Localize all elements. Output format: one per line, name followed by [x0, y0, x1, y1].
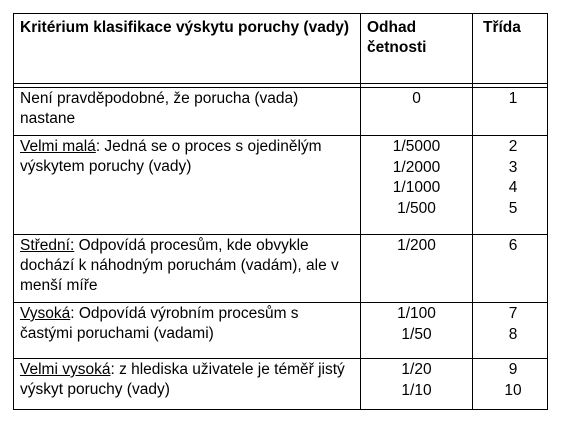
criterion-label: Střední:	[20, 237, 75, 254]
class-value: 1	[508, 90, 518, 107]
criterion-description: Odpovídá procesům, kde obvykle dochází k náhodným poruchám (vadám), ale v menší míře	[20, 237, 339, 294]
frequency-value: 1/200	[397, 237, 436, 254]
criterion-label: Velmi vysoká	[20, 361, 111, 378]
table-row	[14, 235, 548, 303]
criterion-description: : z hlediska uživatele je téměř jistý výskyt poruchy (vady)	[20, 361, 345, 398]
frequency-value: 1/100	[397, 305, 436, 322]
frequency-value: 1/5000	[392, 138, 441, 155]
frequency-value: 1/50	[401, 325, 432, 343]
criterion-description: : Jedná se o proces s ojedinělým výskytem poruchy (vady)	[20, 138, 322, 175]
header-class: Třída	[473, 14, 548, 84]
header-criterion: Kritérium klasifikace výskytu poruchy (vady)	[14, 14, 361, 84]
criterion-cell	[14, 136, 361, 235]
frequency-value: 0	[412, 90, 421, 107]
frequency-value: 1/20	[401, 361, 432, 378]
frequency-value: 1/10	[401, 381, 432, 399]
class-value: 8	[508, 325, 518, 343]
table-header	[14, 14, 548, 84]
frequency-cell	[361, 136, 473, 235]
class-cell	[473, 303, 548, 359]
class-value: 5	[508, 199, 518, 217]
table-row	[14, 359, 548, 410]
frequency-value: 1/500	[397, 199, 436, 217]
class-value: 2	[508, 138, 518, 155]
table-row	[14, 88, 548, 136]
class-cell	[473, 359, 548, 410]
class-value: 10	[504, 381, 522, 399]
frequency-cell	[361, 359, 473, 410]
criterion-description: : Odpovídá výrobním procesům s častými poruchami (vadami)	[20, 305, 299, 342]
frequency-cell	[361, 303, 473, 359]
class-value: 3	[508, 158, 518, 176]
class-value: 7	[508, 305, 518, 322]
criterion-cell	[14, 303, 361, 359]
frequency-cell	[361, 235, 473, 303]
criterion-cell	[14, 235, 361, 303]
criterion-cell	[14, 88, 361, 136]
criterion-cell	[14, 359, 361, 410]
class-cell	[473, 235, 548, 303]
classification-table-wrapper	[13, 13, 548, 410]
fault-occurrence-table	[13, 13, 548, 410]
header-frequency-estimate: Odhad četnosti	[361, 14, 473, 84]
criterion-description: Není pravděpodobné, že porucha (vada) nastane	[20, 90, 299, 127]
criterion-label: Velmi malá	[20, 138, 96, 155]
class-cell	[473, 88, 548, 136]
table-row	[14, 136, 548, 235]
frequency-value: 1/2000	[392, 158, 441, 176]
class-cell	[473, 136, 548, 235]
frequency-cell	[361, 88, 473, 136]
criterion-label: Vysoká	[20, 305, 71, 322]
table-row	[14, 303, 548, 359]
class-value: 6	[508, 237, 518, 254]
frequency-value: 1/1000	[392, 179, 441, 196]
class-value: 9	[508, 361, 518, 378]
class-value: 4	[508, 179, 518, 196]
